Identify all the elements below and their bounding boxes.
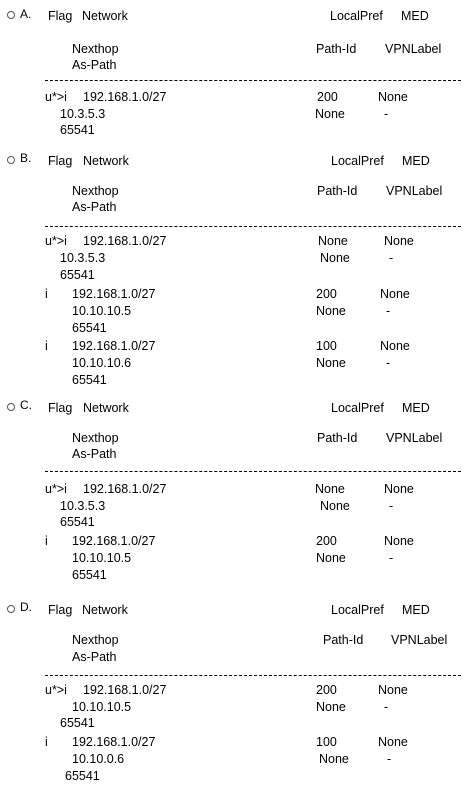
- route-med: None: [378, 735, 408, 749]
- header-network: Network: [82, 9, 128, 23]
- header-med: MED: [402, 154, 430, 168]
- route-network: 192.168.1.0/27: [83, 683, 167, 697]
- route-vpnlabel: -: [387, 752, 392, 766]
- route-pathid: None: [316, 304, 346, 318]
- route-aspath: 65541: [60, 716, 95, 730]
- route-localpref: None: [315, 482, 345, 496]
- route-vpnlabel: -: [384, 107, 389, 121]
- header-nexthop: Nexthop: [72, 42, 119, 56]
- header-localpref: LocalPref: [331, 603, 384, 617]
- route-vpnlabel: -: [389, 551, 394, 565]
- route-vpnlabel: -: [389, 251, 394, 265]
- header-vpnlabel: VPNLabel: [391, 633, 448, 647]
- route-network: 192.168.1.0/27: [83, 234, 167, 248]
- header-flag: Flag: [48, 401, 73, 415]
- route-pathid: None: [316, 356, 346, 370]
- route-nexthop: 10.3.5.3: [60, 499, 106, 513]
- route-localpref: 200: [316, 534, 337, 548]
- route-pathid: None: [316, 551, 346, 565]
- radio-button[interactable]: [7, 605, 15, 613]
- route-network: 192.168.1.0/27: [83, 482, 167, 496]
- route-nexthop: 10.10.10.6: [72, 356, 132, 370]
- route-flag: i: [45, 339, 48, 353]
- route-aspath: 65541: [60, 515, 95, 529]
- route-vpnlabel: -: [389, 499, 394, 513]
- header-vpnlabel: VPNLabel: [386, 184, 443, 198]
- route-med: None: [384, 234, 414, 248]
- route-localpref: 100: [316, 735, 337, 749]
- route-pathid: None: [316, 700, 346, 714]
- header-localpref: LocalPref: [330, 9, 383, 23]
- divider: [45, 226, 461, 227]
- route-network: 192.168.1.0/27: [72, 287, 156, 301]
- route-pathid: None: [315, 107, 345, 121]
- route-med: None: [384, 482, 414, 496]
- header-nexthop: Nexthop: [72, 184, 119, 198]
- route-pathid: None: [320, 251, 350, 265]
- route-med: None: [380, 287, 410, 301]
- header-localpref: LocalPref: [331, 154, 384, 168]
- header-pathid: Path-Id: [317, 431, 358, 445]
- route-pathid: None: [320, 499, 350, 513]
- header-nexthop: Nexthop: [72, 633, 119, 647]
- route-med: None: [378, 90, 408, 104]
- route-localpref: 200: [316, 683, 337, 697]
- route-nexthop: 10.10.10.5: [72, 304, 132, 318]
- header-pathid: Path-Id: [323, 633, 364, 647]
- header-med: MED: [402, 603, 430, 617]
- route-network: 192.168.1.0/27: [72, 735, 156, 749]
- route-flag: i: [45, 534, 48, 548]
- radio-button[interactable]: [7, 11, 15, 19]
- header-localpref: LocalPref: [331, 401, 384, 415]
- header-flag: Flag: [48, 9, 73, 23]
- option-letter: A.: [20, 7, 32, 21]
- header-pathid: Path-Id: [316, 42, 357, 56]
- header-nexthop: Nexthop: [72, 431, 119, 445]
- route-aspath: 65541: [72, 321, 107, 335]
- route-flag: u*>i: [45, 234, 67, 248]
- header-aspath: As-Path: [72, 447, 117, 461]
- route-med: None: [378, 683, 408, 697]
- route-flag: u*>i: [45, 683, 67, 697]
- route-med: None: [384, 534, 414, 548]
- route-med: None: [380, 339, 410, 353]
- route-network: 192.168.1.0/27: [83, 90, 167, 104]
- header-aspath: As-Path: [72, 650, 117, 664]
- header-network: Network: [83, 154, 129, 168]
- header-network: Network: [82, 603, 128, 617]
- route-nexthop: 10.3.5.3: [60, 107, 106, 121]
- divider: [45, 675, 461, 676]
- header-aspath: As-Path: [72, 200, 117, 214]
- route-nexthop: 10.10.0.6: [72, 752, 125, 766]
- header-flag: Flag: [48, 154, 73, 168]
- header-med: MED: [402, 401, 430, 415]
- header-vpnlabel: VPNLabel: [385, 42, 442, 56]
- route-localpref: 100: [316, 339, 337, 353]
- route-flag: i: [45, 735, 48, 749]
- option-letter: C.: [20, 398, 32, 412]
- route-localpref: None: [318, 234, 348, 248]
- header-flag: Flag: [48, 603, 73, 617]
- option-letter: B.: [20, 151, 32, 165]
- route-network: 192.168.1.0/27: [72, 339, 156, 353]
- route-vpnlabel: -: [384, 700, 389, 714]
- header-vpnlabel: VPNLabel: [386, 431, 443, 445]
- route-aspath: 65541: [72, 373, 107, 387]
- route-localpref: 200: [316, 287, 337, 301]
- divider: [45, 471, 461, 472]
- option-letter: D.: [20, 600, 32, 614]
- route-flag: i: [45, 287, 48, 301]
- route-flag: u*>i: [45, 482, 67, 496]
- route-network: 192.168.1.0/27: [72, 534, 156, 548]
- route-vpnlabel: -: [386, 356, 391, 370]
- route-vpnlabel: -: [386, 304, 391, 318]
- route-flag: u*>i: [45, 90, 67, 104]
- header-pathid: Path-Id: [317, 184, 358, 198]
- route-pathid: None: [319, 752, 349, 766]
- route-aspath: 65541: [60, 268, 95, 282]
- route-nexthop: 10.3.5.3: [60, 251, 106, 265]
- route-aspath: 65541: [60, 123, 95, 137]
- header-network: Network: [83, 401, 129, 415]
- route-aspath: 65541: [65, 769, 100, 783]
- route-localpref: 200: [317, 90, 338, 104]
- header-aspath: As-Path: [72, 58, 117, 72]
- route-aspath: 65541: [72, 568, 107, 582]
- header-med: MED: [401, 9, 429, 23]
- radio-button[interactable]: [7, 403, 15, 411]
- divider: [45, 80, 461, 81]
- route-nexthop: 10.10.10.5: [72, 551, 132, 565]
- route-nexthop: 10.10.10.5: [72, 700, 132, 714]
- radio-button[interactable]: [7, 156, 15, 164]
